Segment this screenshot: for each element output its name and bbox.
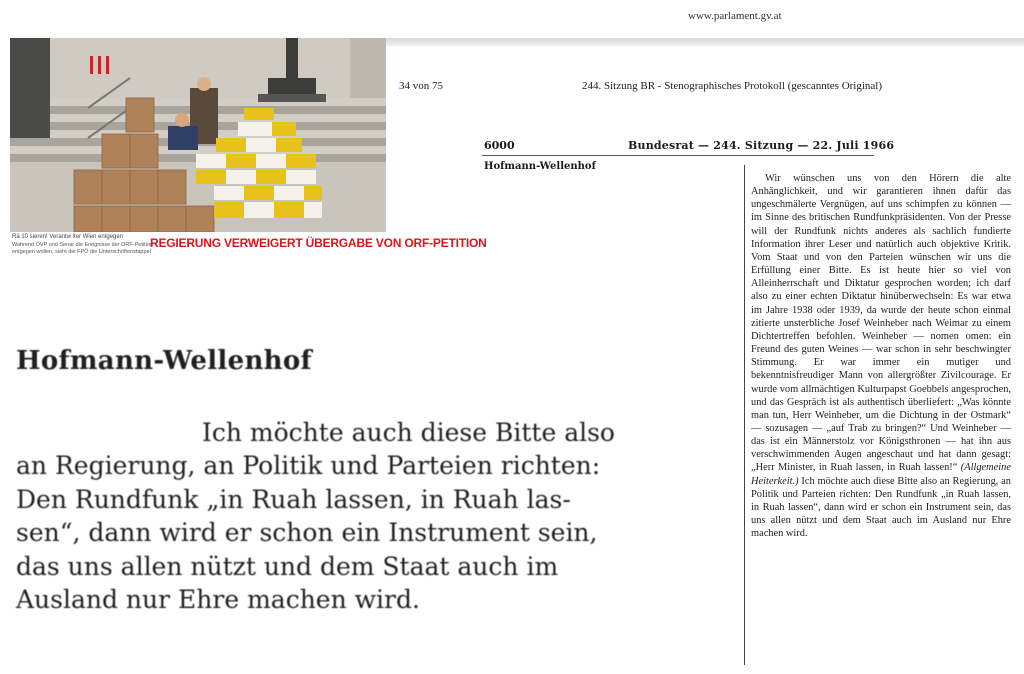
page-number: 6000 bbox=[484, 139, 515, 152]
photo-caption-text-1: Wahrend ÖVP und Senar die Ereignisse der ORF-Petition bbox=[12, 242, 153, 248]
excerpt-line: an Regierung, an Politik und Parteien richten: bbox=[16, 451, 601, 481]
speech-text bbox=[751, 172, 1011, 540]
excerpt-line: Ich möchte auch diese Bitte also bbox=[202, 418, 615, 447]
person bbox=[168, 126, 198, 150]
excerpt-line: Den Rundfunk „in Ruah lassen, in Ruah las- bbox=[16, 484, 571, 514]
scan-page-edge bbox=[386, 38, 1024, 46]
enlarged-excerpt bbox=[16, 416, 718, 616]
protocol-title: 244. Sitzung BR - Stenographisches Protokoll (gescanntes Original) bbox=[582, 80, 883, 92]
photo-caption-text-2: entgegen wollen, sieht die FPÖ die Unterschriftenstappel bbox=[12, 249, 151, 255]
header-rule bbox=[482, 155, 874, 156]
photo-illustration bbox=[10, 38, 386, 232]
pillar bbox=[10, 38, 50, 138]
page-heading: Bundesrat — 244. Sitzung — 22. Juli 1966 bbox=[628, 139, 895, 152]
excerpt-line: das uns allen nützt und dem Staat auch im bbox=[16, 551, 559, 581]
photo-caption-title: Rä 10 sieren! Verantw lter Wien entgegen bbox=[12, 234, 124, 240]
page-count: 34 von 75 bbox=[399, 80, 443, 92]
speaker-name-small: Hofmann-Wellenhof bbox=[484, 161, 596, 172]
speech-paragraph-2: Ich möchte auch diese Bitte also an Regierung, an Politik und Parteien richten: Den Rundfunk „in Ruah lassen, in Ruah lassen“, dann wird er schon ein Instrument sein, das uns allen nützt und dem Staat auch im Ausland nur Ehre machen wird. bbox=[751, 475, 1011, 540]
interjection: (Allgemeine Heiterkeit.) bbox=[751, 462, 1011, 487]
excerpt-line: sen“, dann wird er schon ein Instrument sein, bbox=[16, 518, 598, 548]
news-headline: REGIERUNG VERWEIGERT ÜBERGABE VON ORF-PETITION bbox=[150, 236, 487, 250]
column-divider bbox=[744, 165, 745, 665]
excerpt-line: Ausland nur Ehre machen wird. bbox=[16, 585, 420, 615]
source-url: www.parlament.gv.at bbox=[688, 10, 782, 22]
news-photo bbox=[10, 38, 386, 232]
speech-column bbox=[751, 172, 1011, 540]
speaker-name-large: Hofmann-Wellenhof bbox=[16, 346, 312, 376]
speech-paragraph-1: Wir wünschen uns von den Hörern die alte Anhänglichkeit, und wir garantieren ihnen dafür das ungeschmälerte Vergnügen, auf uns schimpfen zu können — im Sinne des britischen Rundfunkpräsidenten. Von der Presse will der Rundfunk nichts anderes als sachlich fundierte Information ihrer Leser und natürlich auch objektive Kritik. Vom Staat und von den Parteien wünschen wir uns die Erfüllung einer Bitte. Es ist heute hier so viel von Alleinherrschaft und Diktatur gesprochen worden; ich darf also zu einer echten Diktatur hinüberwechseln: Es war etwa im Jahre 1938 oder 1939, da wurde der heute schon einmal zitierte unsterbliche Josef Weinheber nach Weimar zu einem Dichtertreffen befohlen. Weinheber — nomen omen: ein Freund des guten Weines — war schon in sehr beschwingter Stimmung. Er war immer ein mutiger und bekenntnisfreudiger Mann von allergrößter Zivilcourage. Er wurde vom allmächtigen Kulturpapst Goebbels angesprochen, und das Gespräch ist als authentisch überliefert: „Was könnte man tun, Herr Weinheber, um die Dichtung in der Ostmark“ — sozusagen — „auf Trab zu bringen?“ Und Weinheber — das ist ein Männerstolz vor Königsthronen — hat ihn aus verschwimmenden Augen angeschaut und hat dann gesagt: „Herr Minister, in Ruah lassen, in Ruah lassen!“ bbox=[751, 173, 1011, 474]
